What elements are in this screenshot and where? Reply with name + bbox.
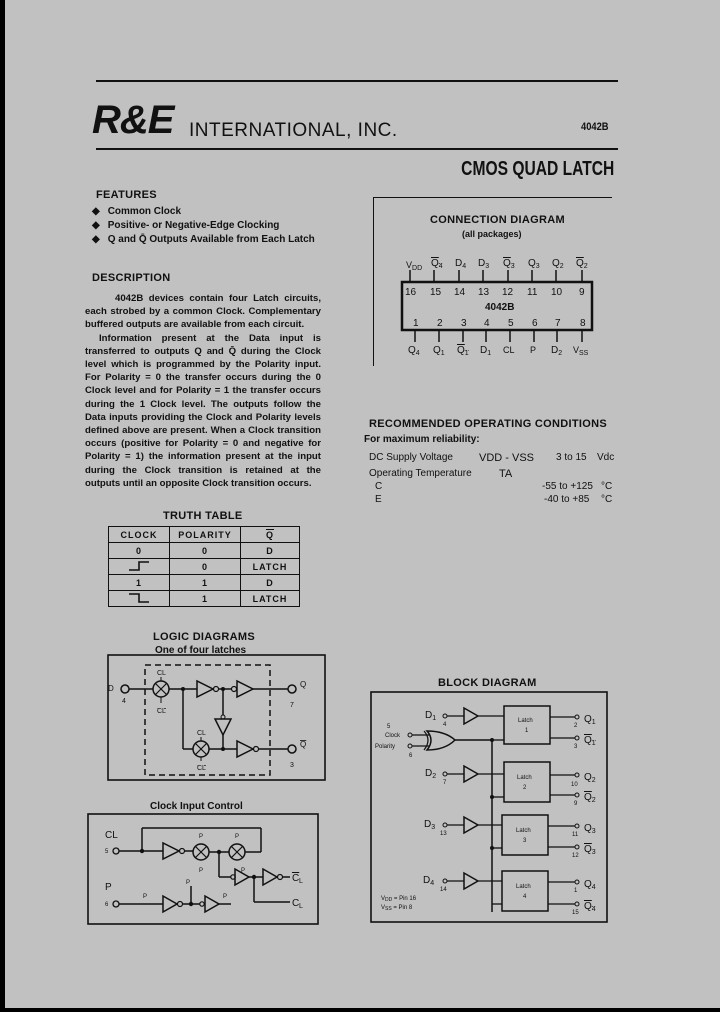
svg-text:D1: $D_1$ bbox=[425, 710, 437, 722]
svg-text:Q4: $Q_4$ bbox=[584, 879, 596, 891]
svg-text:VDD: $V_{DD}$ bbox=[406, 260, 423, 272]
svg-text:P: P bbox=[530, 345, 537, 355]
clock-control-heading: Clock Input Control bbox=[150, 801, 243, 812]
svg-text:CL: CL bbox=[157, 708, 166, 715]
svg-text:4: 4 bbox=[122, 698, 126, 705]
column-header: CLOCK bbox=[109, 527, 170, 543]
table-row bbox=[109, 559, 300, 575]
truth-table-heading: TRUTH TABLE bbox=[163, 510, 243, 522]
svg-text:Latch: Latch bbox=[517, 775, 532, 781]
table-cell: D bbox=[241, 543, 300, 559]
svg-text:C: C bbox=[292, 898, 300, 909]
part-number: 4042B bbox=[581, 121, 609, 133]
operating-conditions-heading: RECOMMENDED OPERATING CONDITIONS bbox=[369, 418, 607, 430]
table-cell: 0 bbox=[170, 543, 241, 559]
svg-text:Q3: $Q_3$ bbox=[528, 258, 540, 270]
table-cell: D bbox=[241, 575, 300, 591]
grade-unit: °C bbox=[601, 481, 613, 492]
svg-text:Q4: $Q_4$ bbox=[431, 258, 443, 270]
feature-text: Q and Q̄ Outputs Available from Each Latch bbox=[107, 234, 315, 245]
svg-text:15: 15 bbox=[430, 287, 442, 298]
svg-text:D2: $D_2$ bbox=[551, 345, 563, 357]
grade-range: -40 to +85 bbox=[544, 494, 590, 505]
svg-text:3: 3 bbox=[523, 838, 527, 844]
datasheet-page bbox=[5, 0, 720, 1008]
feature-item bbox=[92, 220, 279, 231]
svg-text:7: 7 bbox=[290, 702, 294, 709]
supply-unit: Vdc bbox=[597, 452, 615, 463]
temperature-label: Operating Temperature bbox=[369, 468, 472, 479]
svg-text:VSS = Pin 8: VSS = Pin 8 bbox=[381, 905, 413, 912]
svg-text:CL: CL bbox=[105, 830, 118, 841]
table-cell: LATCH bbox=[241, 559, 300, 575]
clock-input-control-diagram bbox=[85, 812, 325, 927]
svg-text:13: 13 bbox=[478, 287, 490, 298]
table-cell: 0 bbox=[109, 543, 170, 559]
svg-text:6: 6 bbox=[105, 902, 109, 908]
truth-table bbox=[108, 526, 300, 607]
svg-text:Q: Q bbox=[300, 740, 307, 749]
truth-table-header bbox=[109, 527, 300, 543]
svg-text:P: P bbox=[199, 868, 204, 874]
svg-text:13: 13 bbox=[440, 831, 447, 837]
svg-text:D: D bbox=[108, 684, 114, 693]
svg-text:CL: CL bbox=[197, 765, 206, 772]
svg-text:10: 10 bbox=[551, 287, 563, 298]
svg-text:Clock: Clock bbox=[385, 733, 401, 739]
table-cell: LATCH bbox=[241, 591, 300, 607]
svg-text:D3: $D_3$ bbox=[424, 819, 436, 831]
table-cell: 0 bbox=[170, 559, 241, 575]
svg-text:L: L bbox=[299, 878, 303, 885]
svg-text:6: 6 bbox=[532, 318, 538, 329]
svg-text:5: 5 bbox=[508, 318, 514, 329]
svg-text:Q1: $Q_1$ bbox=[584, 714, 596, 726]
svg-text:Latch: Latch bbox=[516, 828, 531, 834]
svg-text:3: 3 bbox=[461, 318, 467, 329]
logic-diagram-subheading: One of four latches bbox=[155, 645, 247, 656]
svg-text:4: 4 bbox=[523, 894, 527, 900]
supply-symbol: VDD - VSS bbox=[479, 452, 535, 464]
diamond-bullet-icon: ◆ bbox=[92, 206, 100, 217]
logic-diagram-heading: LOGIC DIAGRAMS bbox=[153, 631, 255, 643]
table-cell: 1 bbox=[170, 575, 241, 591]
falling-edge-icon bbox=[109, 591, 170, 607]
latch-3 bbox=[424, 815, 596, 859]
svg-text:4: 4 bbox=[484, 318, 490, 329]
svg-text:5: 5 bbox=[105, 849, 109, 855]
svg-text:14: 14 bbox=[440, 887, 447, 893]
grade-range: -55 to +125 bbox=[542, 481, 593, 492]
svg-text:15: 15 bbox=[572, 910, 579, 916]
svg-text:16: 16 bbox=[405, 287, 417, 298]
svg-text:12: 12 bbox=[572, 853, 579, 859]
rising-edge-icon bbox=[109, 559, 170, 575]
svg-text:5: 5 bbox=[387, 724, 391, 730]
svg-text:1: 1 bbox=[574, 888, 578, 894]
latch-2 bbox=[425, 762, 596, 807]
svg-text:Q2: $Q_2$ bbox=[576, 258, 588, 270]
table-row bbox=[109, 543, 300, 559]
grade-letter: E bbox=[375, 494, 382, 505]
features-heading: FEATURES bbox=[96, 189, 157, 201]
svg-text:10: 10 bbox=[571, 782, 578, 788]
svg-text:C: C bbox=[292, 873, 300, 884]
grade-letter: C bbox=[375, 481, 383, 492]
svg-text:2: 2 bbox=[437, 318, 443, 329]
svg-text:D2: $D_2$ bbox=[425, 768, 437, 780]
svg-text:Q1: $Q_1$ bbox=[433, 345, 445, 357]
connection-diagram-heading: CONNECTION DIAGRAM bbox=[430, 214, 565, 226]
feature-text: Common Clock bbox=[107, 206, 182, 217]
svg-text:14: 14 bbox=[454, 287, 466, 298]
svg-text:Q3: $Q_3$ bbox=[503, 258, 515, 270]
svg-text:P: P bbox=[105, 882, 112, 893]
column-header: $\overline{Q}$ bbox=[241, 527, 300, 543]
svg-text:Latch: Latch bbox=[518, 718, 533, 724]
feature-item bbox=[92, 234, 315, 245]
latch-4 bbox=[423, 871, 596, 916]
svg-text:3: 3 bbox=[290, 762, 294, 769]
svg-text:Q2: $Q_2$ bbox=[584, 772, 596, 784]
svg-text:4: 4 bbox=[443, 722, 447, 728]
svg-text:Polarity: Polarity bbox=[375, 744, 396, 750]
svg-text:P: P bbox=[199, 834, 204, 840]
svg-text:Q: Q bbox=[300, 680, 307, 689]
feature-item bbox=[92, 206, 181, 217]
supply-label: DC Supply Voltage bbox=[369, 452, 453, 463]
svg-text:3: 3 bbox=[574, 744, 578, 750]
block-diagram bbox=[367, 690, 617, 930]
connection-diagram bbox=[375, 250, 615, 360]
svg-text:1: 1 bbox=[413, 318, 419, 329]
svg-text:Q1: $Q_1$ bbox=[457, 345, 469, 357]
svg-text:Q3: $Q_3$ bbox=[584, 823, 596, 835]
svg-text:P: P bbox=[143, 894, 148, 900]
header-bottom-rule bbox=[96, 148, 618, 150]
supply-value: 3 to 15 bbox=[556, 452, 587, 463]
svg-text:L: L bbox=[299, 903, 303, 910]
svg-text:VSS: $V_{SS}$ bbox=[573, 345, 589, 357]
svg-text:D3: $D_3$ bbox=[478, 258, 490, 270]
company-logo: R&E bbox=[92, 98, 174, 142]
table-cell: 1 bbox=[170, 591, 241, 607]
svg-text:CL: CL bbox=[503, 345, 515, 355]
svg-text:D4: $D_4$ bbox=[455, 258, 467, 270]
grade-unit: °C bbox=[601, 494, 613, 505]
svg-text:Latch: Latch bbox=[516, 884, 531, 890]
svg-text:D4: $D_4$ bbox=[423, 875, 435, 887]
svg-text:CL: CL bbox=[197, 730, 206, 737]
column-header: POLARITY bbox=[170, 527, 241, 543]
description-heading: DESCRIPTION bbox=[92, 272, 171, 284]
diamond-bullet-icon: ◆ bbox=[92, 234, 100, 245]
svg-text:7: 7 bbox=[555, 318, 561, 329]
operating-conditions-subheading: For maximum reliability: bbox=[364, 434, 480, 445]
svg-text:P: P bbox=[223, 894, 228, 900]
svg-text:2: 2 bbox=[574, 723, 578, 729]
description-body bbox=[85, 292, 321, 490]
svg-text:6: 6 bbox=[409, 753, 413, 759]
description-paragraph: Information present at the Data input is transferred to outputs Q and Q̄ during the Clock level which is programmed by the Polarity input. For Polarity = 0 the transfer occurs during the 0 Clock level and for Polarity = 1 the transfer occurs during the 1 Clock level. The outputs follow the Data inputs providing the Clock and Polarity levels defined above are present. When a Clock transition occurs (positive for Polarity = 0 and negative for Polarity = 1) the information present at the input during the Clock transition is retained at the outputs until an opposite Clock transition occurs. bbox=[85, 332, 321, 489]
svg-text:Q1: $Q_1$ bbox=[584, 735, 596, 747]
svg-text:2: 2 bbox=[523, 785, 527, 791]
header-top-rule bbox=[96, 80, 618, 82]
bottom-pins bbox=[408, 318, 589, 357]
svg-text:9: 9 bbox=[574, 801, 578, 807]
document-title: CMOS QUAD LATCH bbox=[460, 158, 614, 180]
logic-diagram bbox=[105, 653, 330, 783]
svg-text:Q2: $Q_2$ bbox=[552, 258, 564, 270]
svg-text:P: P bbox=[235, 834, 240, 840]
table-row bbox=[109, 575, 300, 591]
svg-text:Q3: $Q_3$ bbox=[584, 844, 596, 856]
svg-text:VDD = Pin 16: VDD = Pin 16 bbox=[381, 896, 417, 903]
svg-text:12: 12 bbox=[502, 287, 514, 298]
svg-text:11: 11 bbox=[572, 832, 579, 838]
svg-text:CL: CL bbox=[157, 670, 166, 677]
svg-text:1: 1 bbox=[525, 728, 529, 734]
svg-text:D1: $D_1$ bbox=[480, 345, 492, 357]
svg-text:P: P bbox=[186, 880, 191, 886]
temperature-symbol: TA bbox=[499, 468, 513, 480]
svg-text:Q4: $Q_4$ bbox=[408, 345, 420, 357]
feature-text: Positive- or Negative-Edge Clocking bbox=[107, 220, 280, 231]
svg-text:11: 11 bbox=[527, 287, 538, 298]
chip-label: 4042B bbox=[485, 302, 515, 313]
company-name: INTERNATIONAL, INC. bbox=[189, 120, 398, 141]
svg-text:7: 7 bbox=[443, 780, 447, 786]
table-cell: 1 bbox=[109, 575, 170, 591]
connection-diagram-subheading: (all packages) bbox=[462, 229, 522, 239]
svg-text:P: P bbox=[241, 868, 246, 874]
svg-text:9: 9 bbox=[579, 287, 585, 298]
svg-text:Q4: $Q_4$ bbox=[584, 901, 596, 913]
table-row bbox=[109, 591, 300, 607]
svg-text:8: 8 bbox=[580, 318, 586, 329]
svg-text:Q2: $Q_2$ bbox=[584, 792, 596, 804]
block-diagram-heading: BLOCK DIAGRAM bbox=[438, 677, 537, 689]
diamond-bullet-icon: ◆ bbox=[92, 220, 100, 231]
top-pins bbox=[405, 258, 588, 298]
description-paragraph: 4042B devices contain four Latch circuits, each strobed by a common Clock. Complementary buffered outputs are available from each circuit. bbox=[85, 293, 321, 331]
